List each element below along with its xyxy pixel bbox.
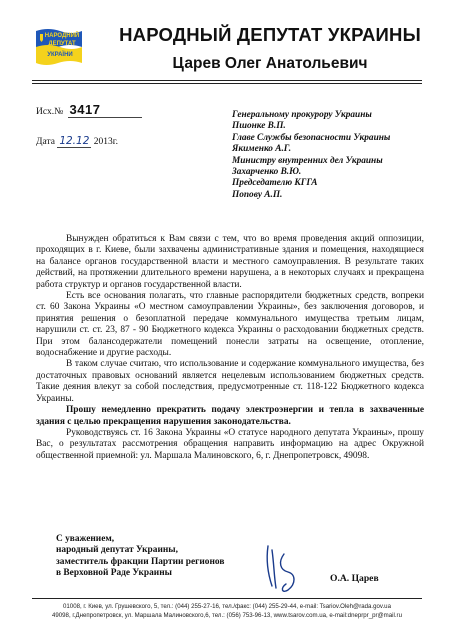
closing-line: в Верховной Раде Украины xyxy=(56,568,172,579)
outgoing-number-label: Исх.№ xyxy=(36,107,64,117)
body-paragraph: В таком случае считаю, что использование и содержание коммунального имущества, без достаточных правовых оснований является нецелевым использованием бюджетных средств. Такие деяния влекут за собой последствия, предусмотренные ст. 118-122 Бюджетного кодекса Украины. xyxy=(36,359,424,404)
closing-line: С уважением, xyxy=(56,534,115,544)
signer-name: О.А. Царев xyxy=(330,573,379,584)
letter-date xyxy=(36,135,118,147)
body-paragraph: Вынужден обратиться к Вам связи с тем, что во время проведения акций оппозиции, проходящих в г. Киеве, были захвачены административные здания и помещения, находящиеся на балансе органов государственной власти и местного самоуправления. В результате таких действий, на протяжении длительного времени нарушена, а в некоторых случаях и прекращена работа структур и органов государственной власти. xyxy=(36,234,424,290)
recipient-line: Попову А.П. xyxy=(232,189,283,200)
footer-kyiv-address: 01008, г. Киев, ул. Грушевского, 5, тел.: (044) 255-27-16, тел./факс: (044) 255-29-44, e-mail: Tsariov.Oleh@rada.gov.ua xyxy=(63,603,391,610)
closing-line: народный депутат Украины, xyxy=(56,545,178,556)
emblem-line-1: НАРОДНИЙ xyxy=(44,33,80,39)
recipient-line: Генеральному прокурору Украины xyxy=(232,110,372,120)
date-label: Дата xyxy=(36,137,55,147)
recipient-line: Председателю КГГА xyxy=(232,178,318,189)
body-paragraph: Есть все основания полагать, что главные распорядители бюджетных средств, вопреки ст. 60 Закона Украины «О местном самоуправлении Украины», без заключения договоров, и принятия решения о безоплатной передаче коммунального имущества третьим лицам, нарушили ст. ст. 23, 87 - 90 Бюджетного кодекса Украины о расходовании бюджетных средств. При этом балансодержатели помещений понесли затраты на освещение, отопление, водоснабжение и другие расходы. xyxy=(36,291,424,359)
recipient-line: Якименко А.Г. xyxy=(232,144,292,155)
outgoing-number xyxy=(36,102,142,118)
recipient-line: Захарченко В.Ю. xyxy=(232,167,302,178)
footer-rule xyxy=(32,598,422,599)
emblem-line-3: УКРАЇНИ xyxy=(47,52,73,58)
body-paragraph: Руководствуясь ст. 16 Закона Украины «О статусе народного депутата Украины», прошу Вас, о результатах рассмотрения обращения направить информацию на адрес Окружной общественной приемной: ул. Маршала Малиновского, 6, г. Днепропетровск, 49098. xyxy=(36,427,424,461)
emblem-line-2: ДЕПУТАТ xyxy=(48,41,76,47)
letterhead-title: НАРОДНЫЙ ДЕПУТАТ УКРАИНЫ xyxy=(119,24,421,45)
letter-body xyxy=(36,234,424,462)
outgoing-number-value: 3417 xyxy=(68,102,142,118)
footer-contacts xyxy=(32,602,422,620)
header-rule-2 xyxy=(32,83,422,84)
deputy-flag-emblem xyxy=(34,27,84,67)
date-handwritten: 12.12 xyxy=(59,135,90,147)
letterhead-name: Царев Олег Анатольевич xyxy=(172,55,368,72)
handwritten-signature xyxy=(262,540,308,596)
recipient-line: Главе Службы безопасности Украины xyxy=(232,132,391,143)
date-year: 2013г. xyxy=(93,137,118,147)
recipient-block xyxy=(232,110,442,201)
footer-dnipro-address: 49098, г.Днепропетровск, ул. Маршала Малиновского,6, тел.: (056) 753-96-13, www.tsarov.com.ua, e-mail:dneprpr_pr@mail.ru xyxy=(52,612,402,619)
recipient-line: Пшонке В.П. xyxy=(232,121,286,132)
body-paragraph-request: Прошу немедленно прекратить подачу электроэнергии и тепла в захваченные здания с целью прекращения нарушения законодательства. xyxy=(36,405,424,427)
closing-line: заместитель фракции Партии регионов xyxy=(56,556,225,567)
closing-block xyxy=(56,534,224,580)
header-rule xyxy=(32,80,422,81)
recipient-line: Министру внутренних дел Украины xyxy=(232,155,383,166)
